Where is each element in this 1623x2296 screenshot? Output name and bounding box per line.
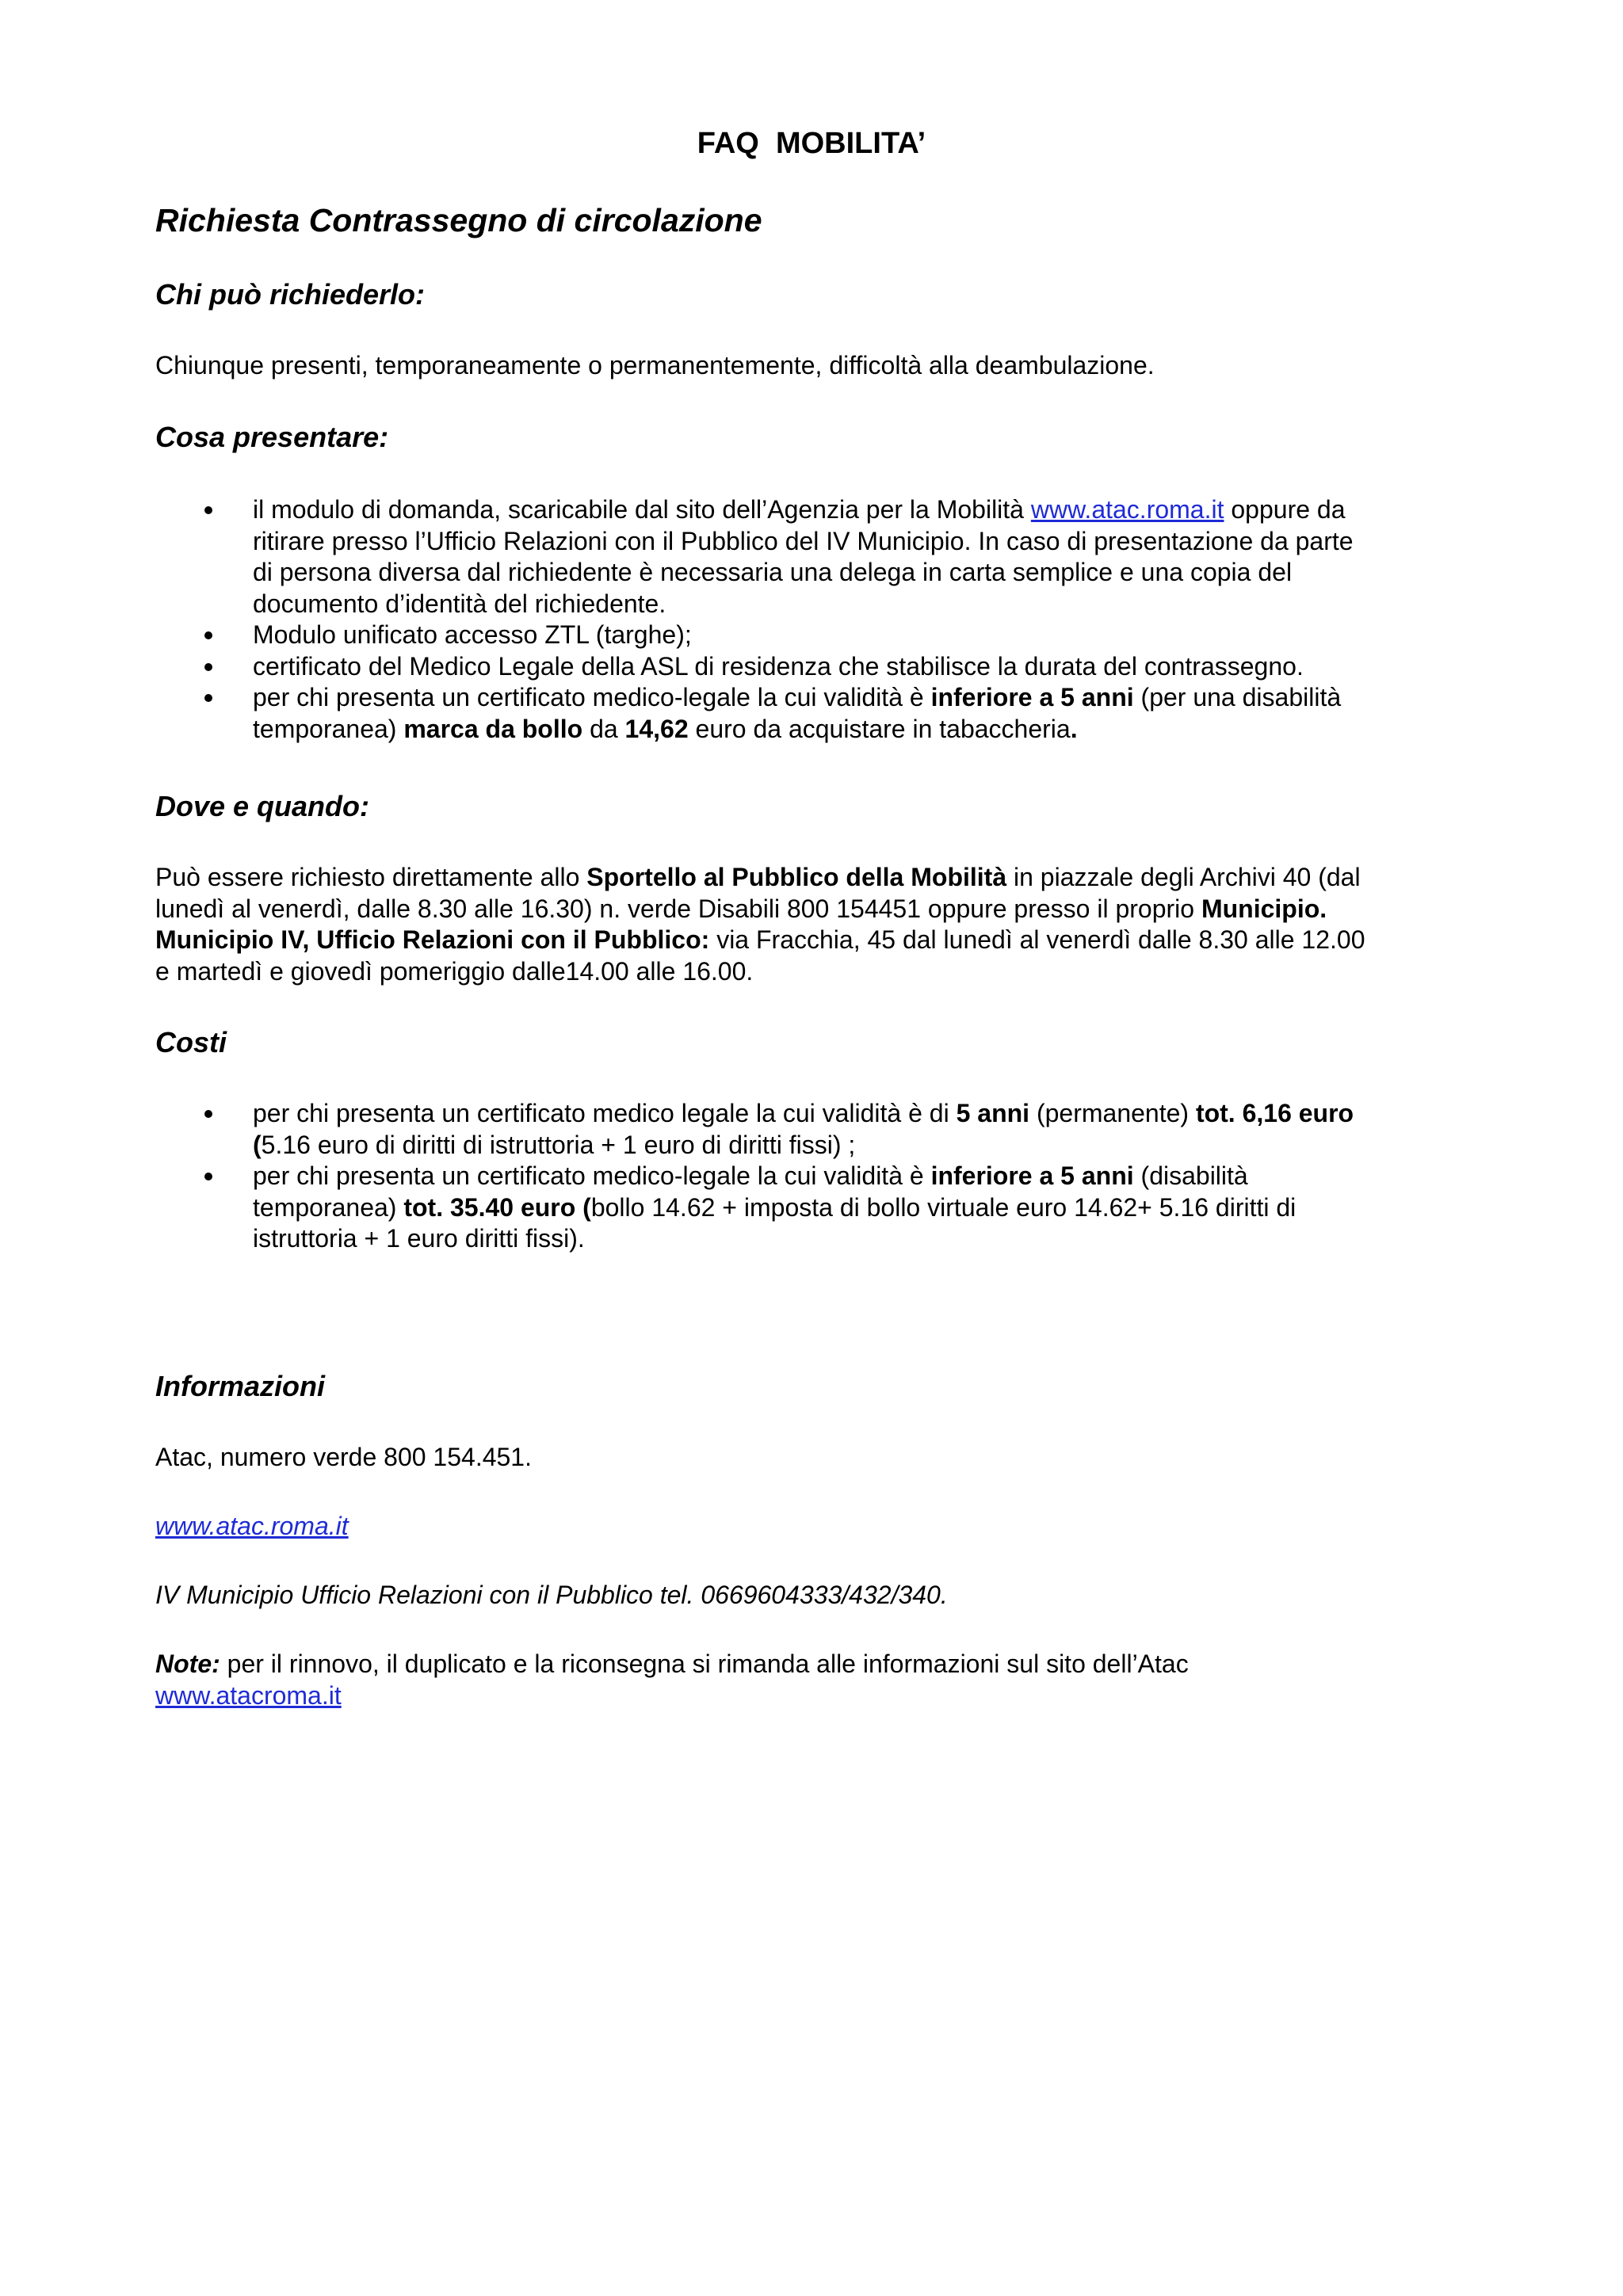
bullet-icon (204, 506, 212, 514)
atac-website-link[interactable]: www.atac.roma.it (155, 1512, 349, 1540)
page-title: FAQ MOBILITA’ (697, 127, 926, 160)
list-item: per chi presenta un certificato medico legale la cui validità è di 5 anni (permanente) tot. 6,16 euro (5.16 euro di diritti di istruttoria + 1 euro di diritti fissi) ; (155, 1098, 1534, 1161)
what-list (155, 494, 1534, 745)
who-heading: Chi può richiederlo: (155, 278, 426, 311)
where-text: Può essere richiesto direttamente allo Sportello al Pubblico della Mobilità in piazzale degli Archivi 40 (dal lunedì al venerdì, dalle 8.30 alle 16.30) n. verde Disabili 800 154451 oppure presso il proprio Municipio. Municipio IV, Ufficio Relazioni con il Pubblico: via Fracchia, 45 dal lunedì al venerdì dalle 8.30 alle 12.00 e martedì e giovedì pomeriggio dalle14.00 alle 16.00. (155, 863, 1365, 986)
where-heading: Dove e quando: (155, 790, 370, 822)
who-text: Chiunque presenti, temporaneamente o permanentemente, difficoltà alla deambulazione. (155, 351, 1155, 379)
bullet-icon (204, 694, 212, 702)
list-item: per chi presenta un certificato medico-legale la cui validità è inferiore a 5 anni (disabilità temporanea) tot. 35.40 euro (bollo 14.62 + imposta di bollo virtuale euro 14.62+ 5.16 diritti di istruttoria + 1 euro diritti fissi). (155, 1161, 1534, 1255)
bullet-icon (204, 1173, 212, 1180)
list-item: il modulo di domanda, scaricabile dal sito dell’Agenzia per la Mobilità www.atac.roma.it oppure da ritirare presso l’Ufficio Relazioni con il Pubblico del IV Municipio. In caso di presentazione da parte di persona diversa dal richiedente è necessaria una delega in carta semplice e una copia del documento d’identità del richiedente. (155, 494, 1534, 620)
info-note: Note: per il rinnovo, il duplicato e la riconsegna si rimanda alle informazioni sul sito dell’Atac www.atacroma.it (155, 1650, 1189, 1710)
bullet-icon (204, 663, 212, 671)
list-item: per chi presenta un certificato medico-legale la cui validità è inferiore a 5 anni (per una disabilità temporanea) marca da bollo da 14,62 euro da acquistare in tabaccheria. (155, 682, 1534, 745)
costs-heading: Costi (155, 1026, 227, 1058)
info-heading: Informazioni (155, 1370, 325, 1402)
list-item: certificato del Medico Legale della ASL di residenza che stabilisce la durata del contrassegno. (155, 651, 1534, 683)
section-heading: Richiesta Contrassegno di circolazione (155, 202, 762, 238)
note-label: Note: (155, 1650, 220, 1678)
costs-list (155, 1098, 1534, 1255)
atac-link[interactable]: www.atac.roma.it (1030, 495, 1224, 524)
info-municipio: IV Municipio Ufficio Relazioni con il Pubblico tel. 0669604333/432/340. (155, 1581, 948, 1609)
info-link-row (155, 1511, 1503, 1543)
info-phone: Atac, numero verde 800 154.451. (155, 1443, 532, 1471)
bullet-icon (204, 631, 212, 639)
bullet-icon (204, 1110, 212, 1118)
list-item: Modulo unificato accesso ZTL (targhe); (155, 620, 1534, 651)
what-heading: Cosa presentare: (155, 421, 389, 453)
atacroma-link[interactable]: www.atacroma.it (155, 1680, 342, 1710)
